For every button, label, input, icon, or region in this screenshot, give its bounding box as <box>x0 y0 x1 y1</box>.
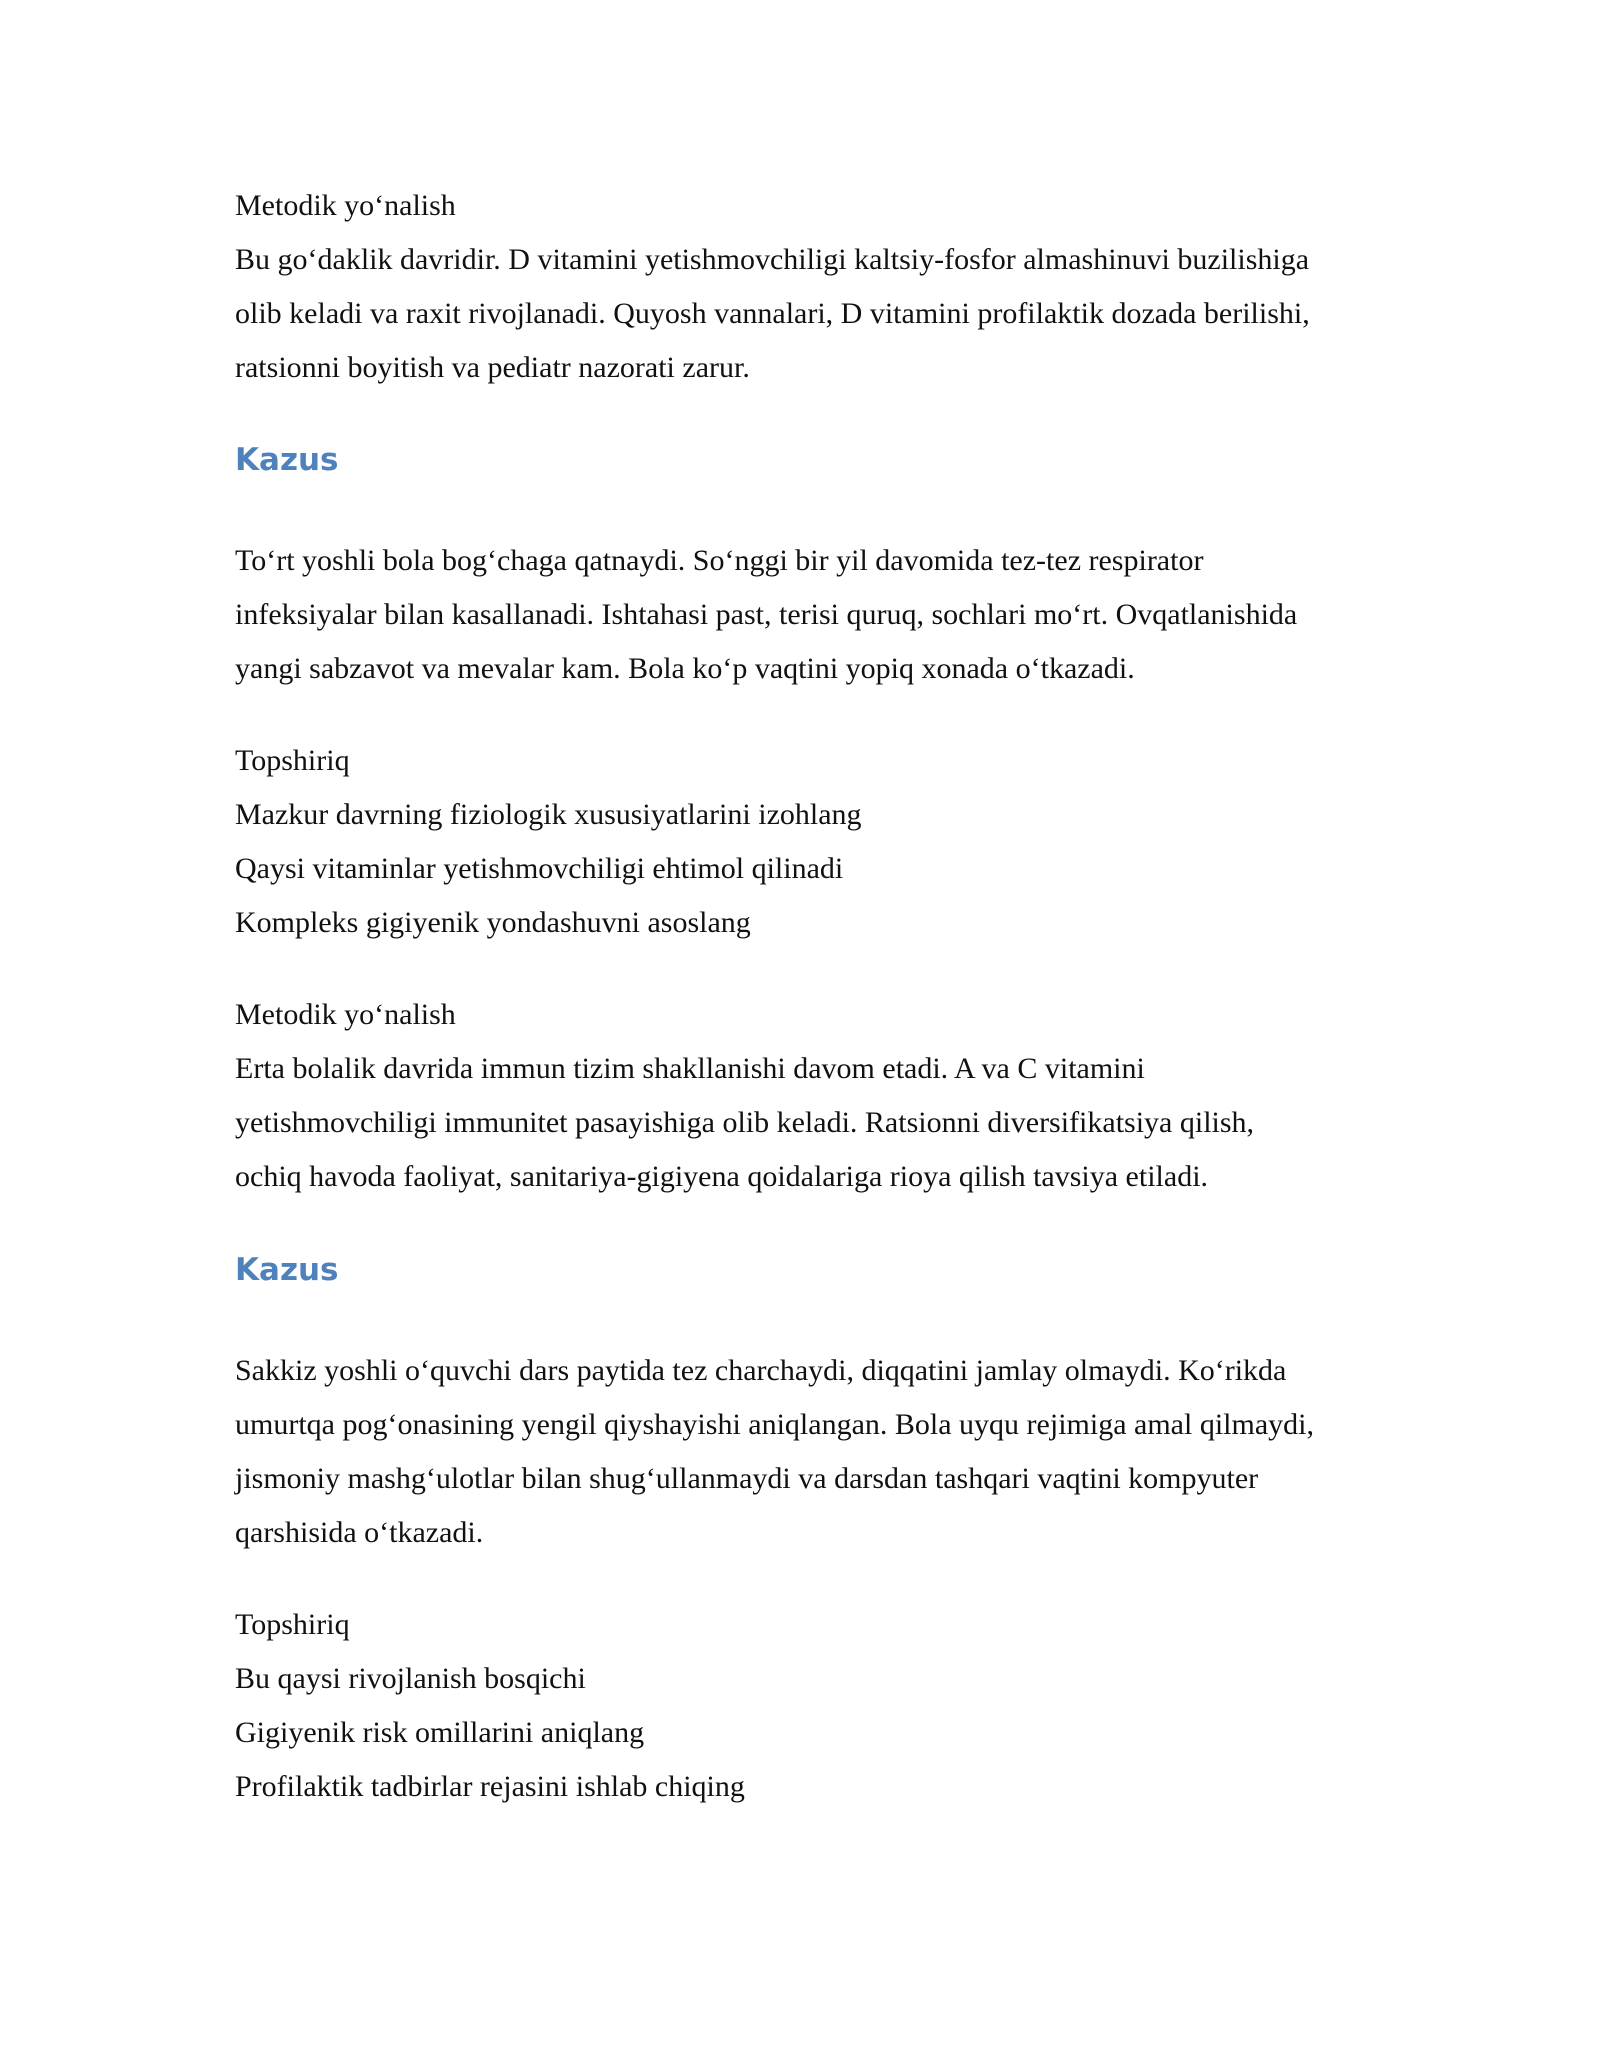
paragraph-line: Erta bolalik davrida immun tizim shakllanishi davom etadi. A va C vitamini <box>235 1052 1145 1085</box>
task-item: Profilaktik tadbirlar rejasini ishlab chiqing <box>235 1770 745 1803</box>
paragraph-line: qarshisida o‘tkazadi. <box>235 1516 484 1549</box>
paragraph-line: olib keladi va raxit rivojlanadi. Quyosh vannalari, D vitamini profilaktik dozada berilishi, <box>235 297 1310 330</box>
task-item: Bu qaysi rivojlanish bosqichi <box>235 1662 586 1695</box>
method-label: Metodik yo‘nalish <box>235 998 456 1031</box>
task-item: Kompleks gigiyenik yondashuvni asoslang <box>235 906 751 939</box>
paragraph-line: infeksiyalar bilan kasallanadi. Ishtahasi past, terisi quruq, sochlari mo‘rt. Ovqatlanishida <box>235 598 1298 631</box>
paragraph-line: jismoniy mashg‘ulotlar bilan shug‘ullanmaydi va darsdan tashqari vaqtini kompyuter <box>235 1462 1259 1495</box>
task-item: Qaysi vitaminlar yetishmovchiligi ehtimol qilinadi <box>235 852 844 885</box>
task-label: Topshiriq <box>235 1608 350 1641</box>
case-heading: Kazus <box>235 442 339 478</box>
task-item: Mazkur davrning fiziologik xususiyatlarini izohlang <box>235 798 862 831</box>
method-label: Metodik yo‘nalish <box>235 189 456 222</box>
paragraph-line: To‘rt yoshli bola bog‘chaga qatnaydi. So‘nggi bir yil davomida tez-tez respirator <box>235 544 1204 577</box>
paragraph-line: Bu go‘daklik davridir. D vitamini yetishmovchiligi kaltsiy-fosfor almashinuvi buzilishiga <box>235 243 1310 276</box>
paragraph-line: Sakkiz yoshli o‘quvchi dars paytida tez charchaydi, diqqatini jamlay olmaydi. Ko‘rikda <box>235 1354 1287 1387</box>
paragraph-line: yetishmovchiligi immunitet pasayishiga olib keladi. Ratsionni diversifikatsiya qilish, <box>235 1106 1255 1139</box>
paragraph-line: umurtqa pog‘onasining yengil qiyshayishi aniqlangan. Bola uyqu rejimiga amal qilmaydi, <box>235 1408 1314 1441</box>
paragraph-line: ochiq havoda faoliyat, sanitariya-gigiyena qoidalariga rioya qilish tavsiya etiladi. <box>235 1160 1209 1193</box>
paragraph-line: ratsionni boyitish va pediatr nazorati zarur. <box>235 351 750 384</box>
paragraph-line: yangi sabzavot va mevalar kam. Bola ko‘p vaqtini yopiq xonada o‘tkazadi. <box>235 652 1135 685</box>
task-label: Topshiriq <box>235 744 350 777</box>
case-heading: Kazus <box>235 1252 339 1288</box>
task-item: Gigiyenik risk omillarini aniqlang <box>235 1716 645 1749</box>
